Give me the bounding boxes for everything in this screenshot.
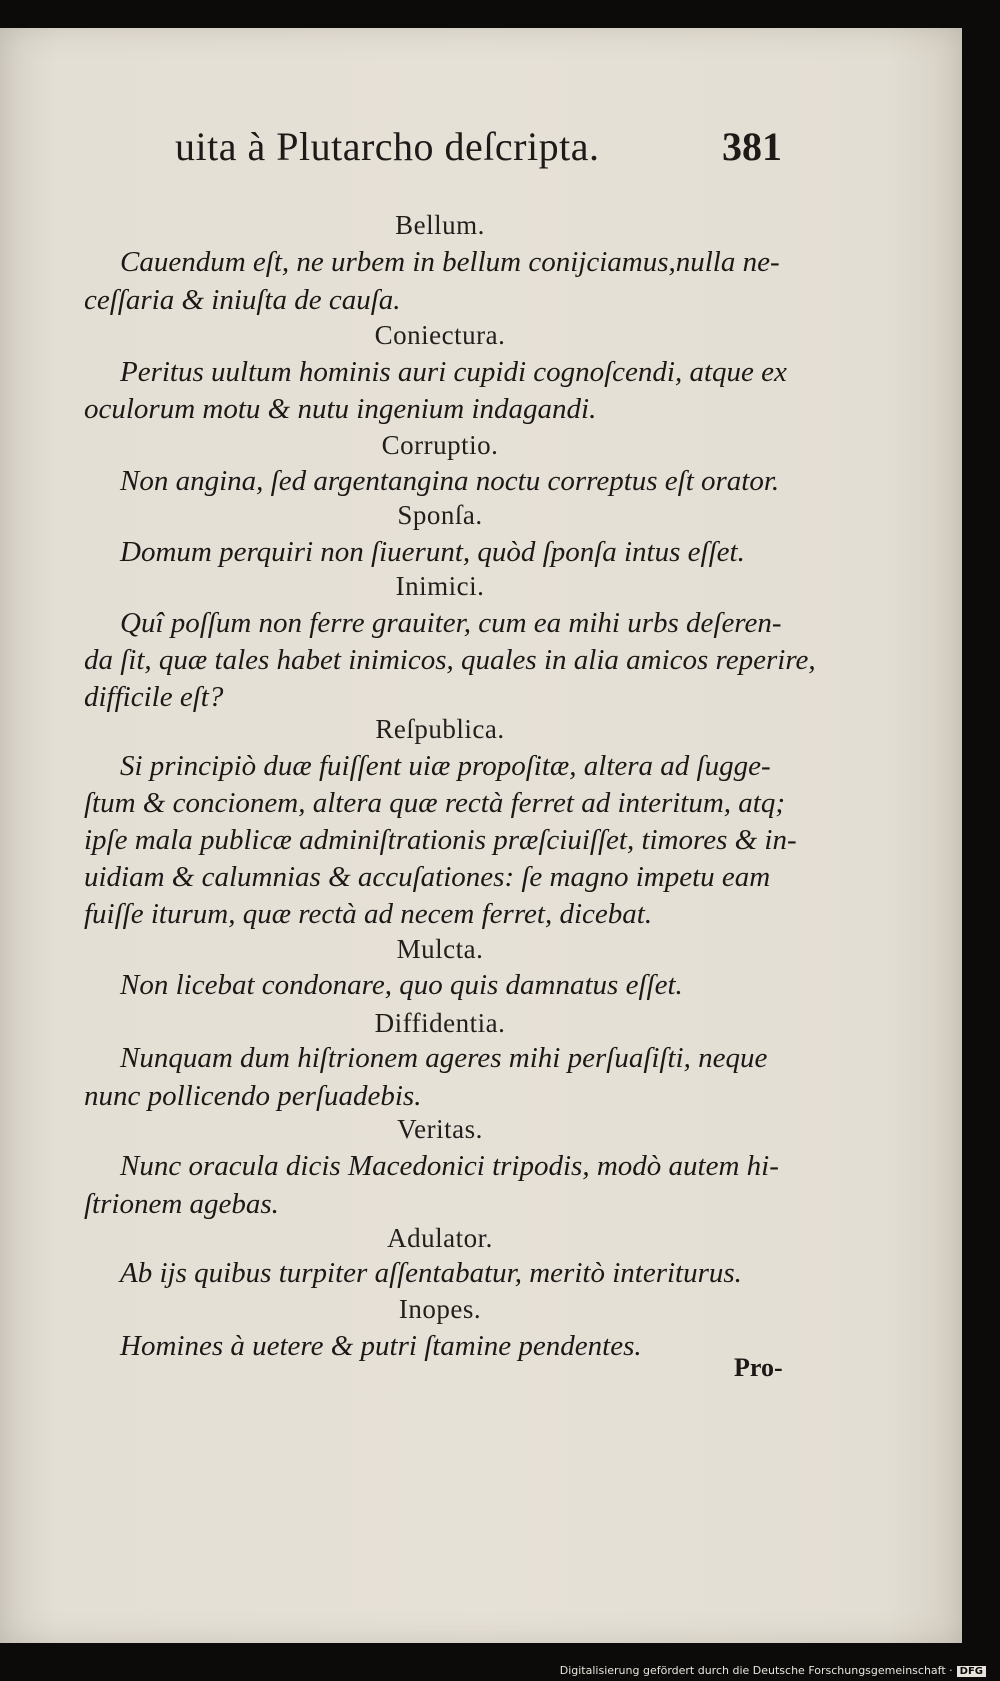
section-heading: Veritas. bbox=[397, 1114, 483, 1144]
section-heading: Inimici. bbox=[395, 571, 485, 601]
text-line: nunc pollicendo perſuadebis. bbox=[84, 1080, 422, 1112]
text-line: Nunc oracula dicis Macedonici tripodis, modò autem hi- bbox=[120, 1150, 779, 1182]
text-line: Domum perquiri non ſiuerunt, quòd ſponſa intus eſſet. bbox=[120, 536, 745, 568]
section-heading: Inopes. bbox=[398, 1294, 482, 1324]
section-heading: Mulcta. bbox=[396, 934, 484, 964]
text-line: ſtum & concionem, altera quæ rectà ferret ad interitum, atq; bbox=[84, 787, 785, 819]
text-line: ipſe mala publicæ adminiſtrationis præſciuiſſet, timores & in- bbox=[84, 824, 797, 856]
section-heading: Sponſa. bbox=[397, 500, 483, 530]
section-heading: Diffidentia. bbox=[374, 1008, 506, 1038]
section-heading: Bellum. bbox=[395, 210, 485, 240]
text-line: Quî poſſum non ferre grauiter, cum ea mihi urbs deſeren- bbox=[120, 607, 782, 639]
footer-text: Digitalisierung gefördert durch die Deutsche Forschungsgemeinschaft · bbox=[559, 1664, 953, 1677]
section-heading: Corruptio. bbox=[381, 430, 499, 460]
page-number: 381 bbox=[722, 124, 782, 169]
text-line: Non angina, ſed argentangina noctu correptus eſt orator. bbox=[120, 465, 780, 497]
text-line: fuiſſe iturum, quæ rectà ad necem ferret, dicebat. bbox=[84, 898, 653, 930]
text-line: Peritus uultum hominis auri cupidi cognoſcendi, atque ex bbox=[120, 356, 787, 388]
digitization-credit bbox=[560, 1664, 986, 1677]
text-line: Si principiò duæ fuiſſent uiæ propoſitæ, altera ad ſugge- bbox=[120, 750, 771, 782]
text-line: oculorum motu & nutu ingenium indagandi. bbox=[84, 393, 597, 425]
text-line: Cauendum eſt, ne urbem in bellum conijciamus,nulla ne- bbox=[120, 246, 780, 278]
text-line: Non licebat condonare, quo quis damnatus eſſet. bbox=[120, 969, 683, 1001]
text-line: Nunquam dum hiſtrionem ageres mihi perſuaſiſti, neque bbox=[120, 1042, 768, 1074]
section-heading: Coniectura. bbox=[374, 320, 506, 350]
text-line: difficile eſt? bbox=[84, 681, 224, 713]
text-line: da ſit, quæ tales habet inimicos, quales in alia amicos reperire, bbox=[84, 644, 816, 676]
catchword: Pro- bbox=[734, 1353, 783, 1382]
dfg-logo: DFG bbox=[957, 1666, 986, 1677]
section-heading: Reſpublica. bbox=[375, 714, 505, 744]
text-line: uidiam & calumnias & accuſationes: ſe magno impetu eam bbox=[84, 861, 771, 893]
text-line: Homines à uetere & putri ſtamine pendentes. bbox=[120, 1330, 642, 1362]
text-line: ſtrionem agebas. bbox=[84, 1188, 279, 1220]
book-page bbox=[0, 28, 962, 1643]
section-heading: Adulator. bbox=[387, 1223, 493, 1253]
text-line: ceſſaria & iniuſta de cauſa. bbox=[84, 284, 401, 316]
running-head: uita à Plutarcho deſcripta. bbox=[175, 124, 600, 169]
text-line: Ab ijs quibus turpiter aſſentabatur, meritò interiturus. bbox=[120, 1257, 742, 1289]
